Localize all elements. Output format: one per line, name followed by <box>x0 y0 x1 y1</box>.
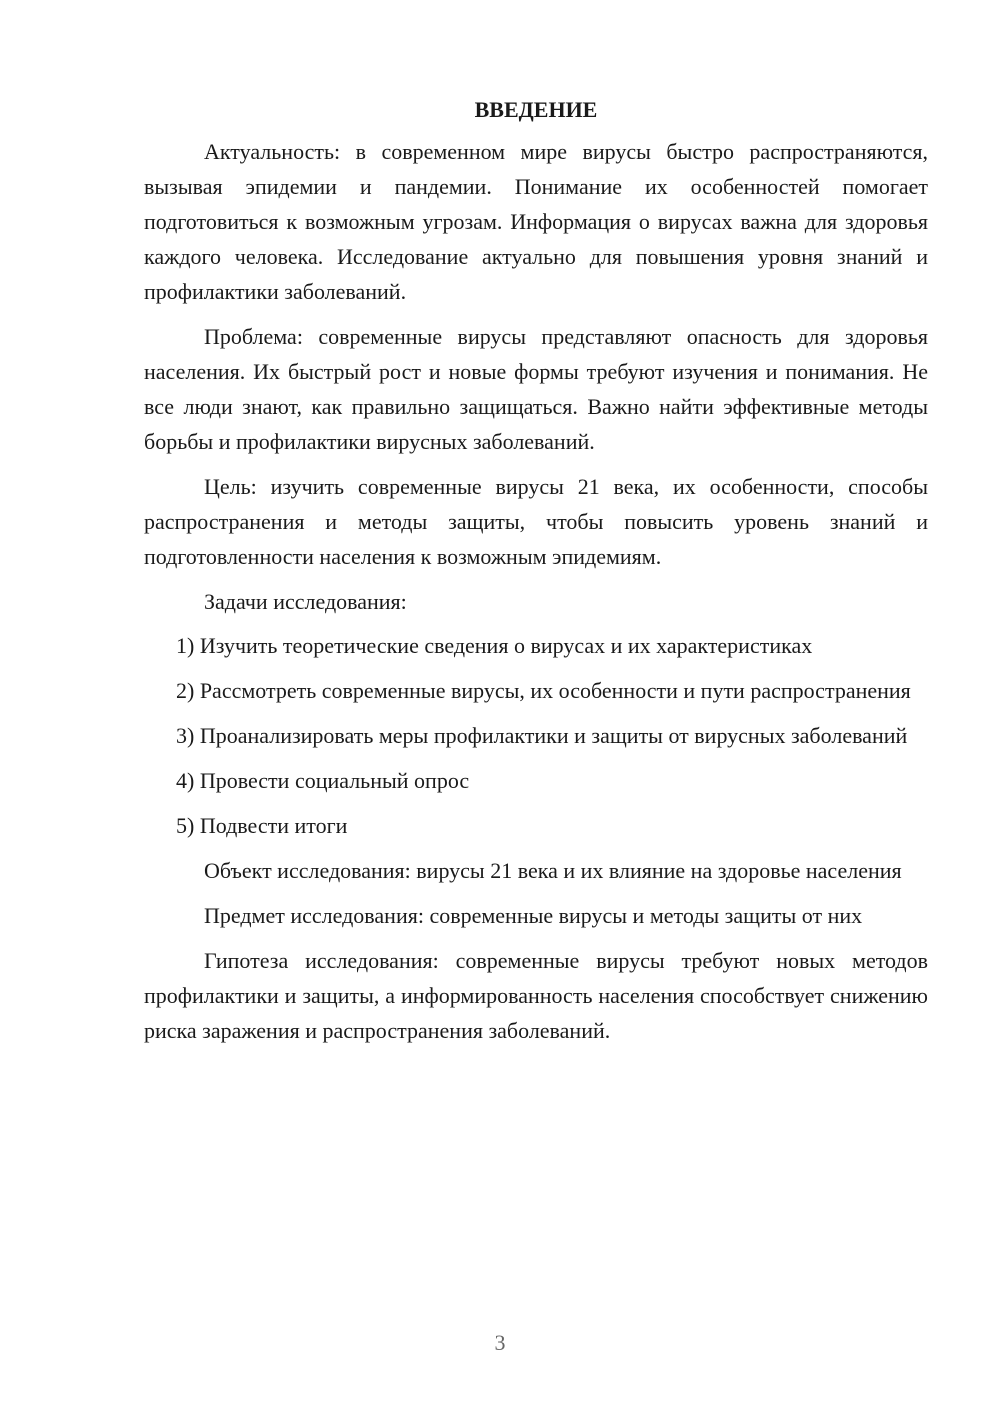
paragraph-problem: Проблема: современные вирусы представляют опасность для здоровья населения. Их быстрый рост и новые формы требуют изучения и понимания. Не все люди знают, как правильно защищаться. Важно найти эффективные методы борьбы и профилактики вирусных заболеваний. <box>144 324 928 454</box>
paragraph-subject: Предмет исследования: современные вирусы и методы защиты от них <box>204 903 863 928</box>
task-item: 2) Рассмотреть современные вирусы, их особенности и пути распространения <box>176 678 911 703</box>
task-item: 1) Изучить теоретические сведения о вирусах и их характеристиках <box>176 633 813 658</box>
paragraph-object: Объект исследования: вирусы 21 века и их влияние на здоровье населения <box>204 858 902 883</box>
task-item: 3) Проанализировать меры профилактики и защиты от вирусных заболеваний <box>176 723 908 748</box>
task-item: 5) Подвести итоги <box>176 813 348 838</box>
paragraph-hypothesis: Гипотеза исследования: современные вирусы требуют новых методов профилактики и защиты, а информированность населения способствует снижению риска заражения и распространения заболеваний. <box>144 948 928 1043</box>
task-item: 4) Провести социальный опрос <box>176 768 470 793</box>
paragraph-tasks-heading: Задачи исследования: <box>204 589 407 614</box>
paragraph-relevance: Актуальность: в современном мире вирусы быстро распространяются, вызывая эпидемии и пандемии. Понимание их особенностей помогает подготовиться к возможным угрозам. Информация о вирусах важна для здоровья каждого человека. Исследование актуально для повышения уровня знаний и профилактики заболеваний. <box>144 139 928 304</box>
task-list <box>144 628 928 843</box>
page-number: 3 <box>494 1330 506 1355</box>
paragraph-goal: Цель: изучить современные вирусы 21 века, их особенности, способы распространения и методы защиты, чтобы повысить уровень знаний и подготовленности населения к возможным эпидемиям. <box>144 474 928 569</box>
page-content <box>144 92 928 1058</box>
section-heading: ВВЕДЕНИЕ <box>474 97 598 122</box>
